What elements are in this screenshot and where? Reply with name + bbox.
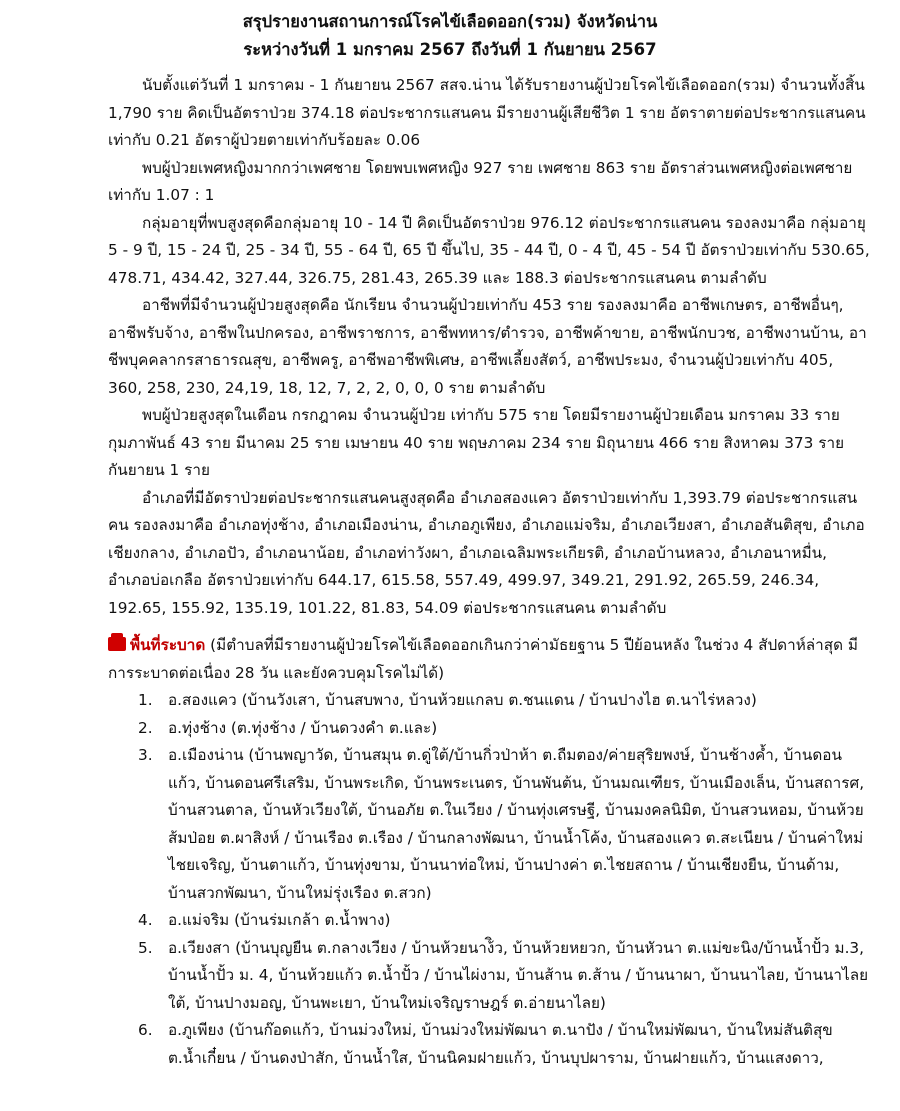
paragraph-summary: นับตั้งแต่วันที่ 1 มกราคม - 1 กันยายน 2567 สสจ.น่าน ได้รับรายงานผู้ป่วยโรคไข้เลือดออก(รวม) จำนวนทั้งสิ้น 1,790 ราย คิดเป็นอัตราป่วย 374.18 ต่อประชากรแสนคน มีรายงานผู้เสียชีวิต 1 ราย อัตราตายต่อประชากรแสนคน เท่ากับ 0.21 อัตราผู้ป่วยตายเท่ากับร้อยละ 0.06 <box>108 76 866 149</box>
list-item-number: 1. <box>138 691 153 709</box>
outbreak-section <box>108 632 870 687</box>
list-item-number: 4. <box>138 911 153 929</box>
paragraph-age-group: กลุ่มอายุที่พบสูงสุดคือกลุ่มอายุ 10 - 14 ปี คิดเป็นอัตราป่วย 976.12 ต่อประชากรแสนคน รองลงมาคือ กลุ่มอายุ 5 - 9 ปี, 15 - 24 ปี, 25 - 34 ปี, 55 - 64 ปี, 65 ปี ขึ้นไป, 35 - 44 ปี, 0 - 4 ปี, 45 - 54 ปี อัตราป่วยเท่ากับ 530.65, 478.71, 434.42, 327.44, 326.75, 281.43, 265.39 และ 188.3 ต่อประชากรแสนคน ตามลำดับ <box>108 213 870 287</box>
alarm-icon <box>108 637 126 651</box>
report-title: สรุปรายงานสถานการณ์โรคไข้เลือดออก(รวม) จังหวัดน่าน <box>242 12 658 31</box>
list-item <box>108 687 870 715</box>
paragraph-gender: พบผู้ป่วยเพศหญิงมากกว่าเพศชาย โดยพบเพศหญิง 927 ราย เพศชาย 863 ราย อัตราส่วนเพศหญิงต่อเพศชาย เท่ากับ 1.07 : 1 <box>108 158 853 204</box>
paragraph-district-rate: อำเภอที่มีอัตราป่วยต่อประชากรแสนคนสูงสุดคือ อำเภอสองแคว อัตราป่วยเท่ากับ 1,393.79 ต่อประชากรแสนคน รองลงมาคือ อำเภอทุ่งช้าง, อำเภอเมืองน่าน, อำเภอภูเพียง, อำเภอแม่จริม, อำเภอเวียงสา, อำเภอสันติสุข, อำเภอเชียงกลาง, อำเภอปัว, อำเภอนาน้อย, อำเภอท่าวังผา, อำเภอเฉลิมพระเกียรติ, อำเภอบ้านหลวง, อำเภอนาหมื่น, อำเภอบ่อเกลือ อัตราป่วยเท่ากับ 644.17, 615.58, 557.49, 499.97, 349.21, 291.92, 265.59, 246.34, 192.65, 155.92, 135.19, 101.22, 81.83, 54.09 ต่อประชากรแสนคน ตามลำดับ <box>108 488 865 617</box>
outbreak-description: (มีตำบลที่มีรายงานผู้ป่วยโรคไข้เลือดออกเกินกว่าค่ามัธยฐาน 5 ปีย้อนหลัง ในช่วง 4 สัปดาห์ล่าสุด มีการระบาดต่อเนื่อง 28 วัน และยังควบคุมโรคไม่ได้) <box>108 636 858 682</box>
paragraph-occupation: อาชีพที่มีจำนวนผู้ป่วยสูงสุดคือ นักเรียน จำนวนผู้ป่วยเท่ากับ 453 ราย รองลงมาคือ อาชีพเกษตร, อาชีพอื่นๆ, อาชีพรับจ้าง, อาชีพในปกครอง, อาชีพราชการ, อาชีพทหาร/ตำรวจ, อาชีพค้าขาย, อาชีพนักบวช, อาชีพงานบ้าน, อาชีพบุคคลากรสาธารณสุข, อาชีพครู, อาชีพอาชีพพิเศษ, อาชีพเลี้ยงสัตว์, อาชีพประมง, จำนวนผู้ป่วยเท่ากับ 405, 360, 258, 230, 24,19, 18, 12, 7, 2, 2, 0, 0, 0 ราย ตามลำดับ <box>108 296 867 397</box>
list-item-text: อ.ภูเพียง (บ้านก๊อดแก้ว, บ้านม่วงใหม่, บ้านม่วงใหม่พัฒนา ต.นาปัง / บ้านใหม่พัฒนา, บ้านใหม่สันติสุข ต.น้ำเกี๋ยน / บ้านดงป่าสัก, บ้านน้ำใส, บ้านนิคมฝายแก้ว, บ้านบุปผาราม, บ้านฝายแก้ว, บ้านแสงดาว, <box>168 1021 833 1067</box>
paragraph-monthly: พบผู้ป่วยสูงสุดในเดือน กรกฎาคม จำนวนผู้ป่วย เท่ากับ 575 ราย โดยมีรายงานผู้ป่วยเดือน มกราคม 33 ราย กุมภาพันธ์ 43 ราย มีนาคม 25 ราย เมษายน 40 ราย พฤษภาคม 234 ราย มิถุนายน 466 ราย สิงหาคม 373 ราย กันยายน 1 ราย <box>108 406 845 479</box>
list-item <box>108 742 870 907</box>
report-date-range: ระหว่างวันที่ 1 มกราคม 2567 ถึงวันที่ 1 กันยายน 2567 <box>243 40 657 59</box>
list-item-text: อ.ทุ่งช้าง (ต.ทุ่งช้าง / บ้านดวงคำ ต.และ) <box>168 718 438 737</box>
list-item-number: 5. <box>138 938 153 957</box>
list-item <box>108 1017 870 1072</box>
list-item <box>108 715 870 743</box>
list-item-text: อ.แม่จริม (บ้านร่มเกล้า ต.น้ำพาง) <box>168 911 391 929</box>
list-item-number: 6. <box>138 1021 153 1039</box>
list-item-number: 3. <box>138 746 153 764</box>
outbreak-district-list <box>108 687 870 1072</box>
list-item <box>108 935 870 1018</box>
list-item-text: อ.เวียงสา (บ้านบุญยืน ต.กลางเวียง / บ้านห้วยนาง้ิว, บ้านห้วยหยวก, บ้านหัวนา ต.แม่ขะนิง/บ้านน้ำปั้ว ม.3, บ้านน้ำปั้ว ม. 4, บ้านห้วยแก้ว ต.น้ำปั้ว / บ้านไผ่งาม, บ้านส้าน ต.ส้าน / บ้านนาผา, บ้านนาไลย, บ้านนาไลยใต้, บ้านปางมอญ, บ้านพะเยา, บ้านใหม่เจริญราษฎร์ ต.อ่ายนาไลย) <box>168 938 869 1012</box>
outbreak-heading: พื้นที่ระบาด <box>130 636 206 654</box>
list-item-text: อ.สองแคว (บ้านวังเสา, บ้านสบพาง, บ้านห้วยแกลบ ต.ชนแดน / บ้านปางไฮ ต.นาไร่หลวง) <box>168 691 757 709</box>
list-item-text: อ.เมืองน่าน (บ้านพญาวัด, บ้านสมุน ต.ดู่ใต้/บ้านกิ่วป่าห้า ต.ถืมตอง/ค่ายสุริยพงษ์, บ้านช้างค้ำ, บ้านดอนแก้ว, บ้านดอนศรีเสริม, บ้านพระเกิด, บ้านพระเนตร, บ้านพันต้น, บ้านมณเฑียร, บ้านเมืองเล็น, บ้านสถารศ, บ้านสวนตาล, บ้านหัวเวียงใต้, บ้านอภัย ต.ในเวียง / บ้านทุ่งเศรษฐี, บ้านมงคลนิมิต, บ้านสวนหอม, บ้านห้วยส้มป่อย ต.ผาสิงห์ / บ้านเรือง ต.เรือง / บ้านกลางพัฒนา, บ้านน้ำโค้ง, บ้านสองแคว ต.สะเนียน / บ้านค่าใหม่ไชยเจริญ, บ้านตาแก้ว, บ้านทุ่งขาม, บ้านนาท่อใหม่, บ้านปางค่า ต.ไชยสถาน / บ้านเชียงยืน, บ้านด้าม, บ้านสวกพัฒนา, บ้านใหม่รุ่งเรือง ต.สวก) <box>168 746 865 902</box>
list-item-number: 2. <box>138 718 153 737</box>
list-item <box>108 907 870 935</box>
